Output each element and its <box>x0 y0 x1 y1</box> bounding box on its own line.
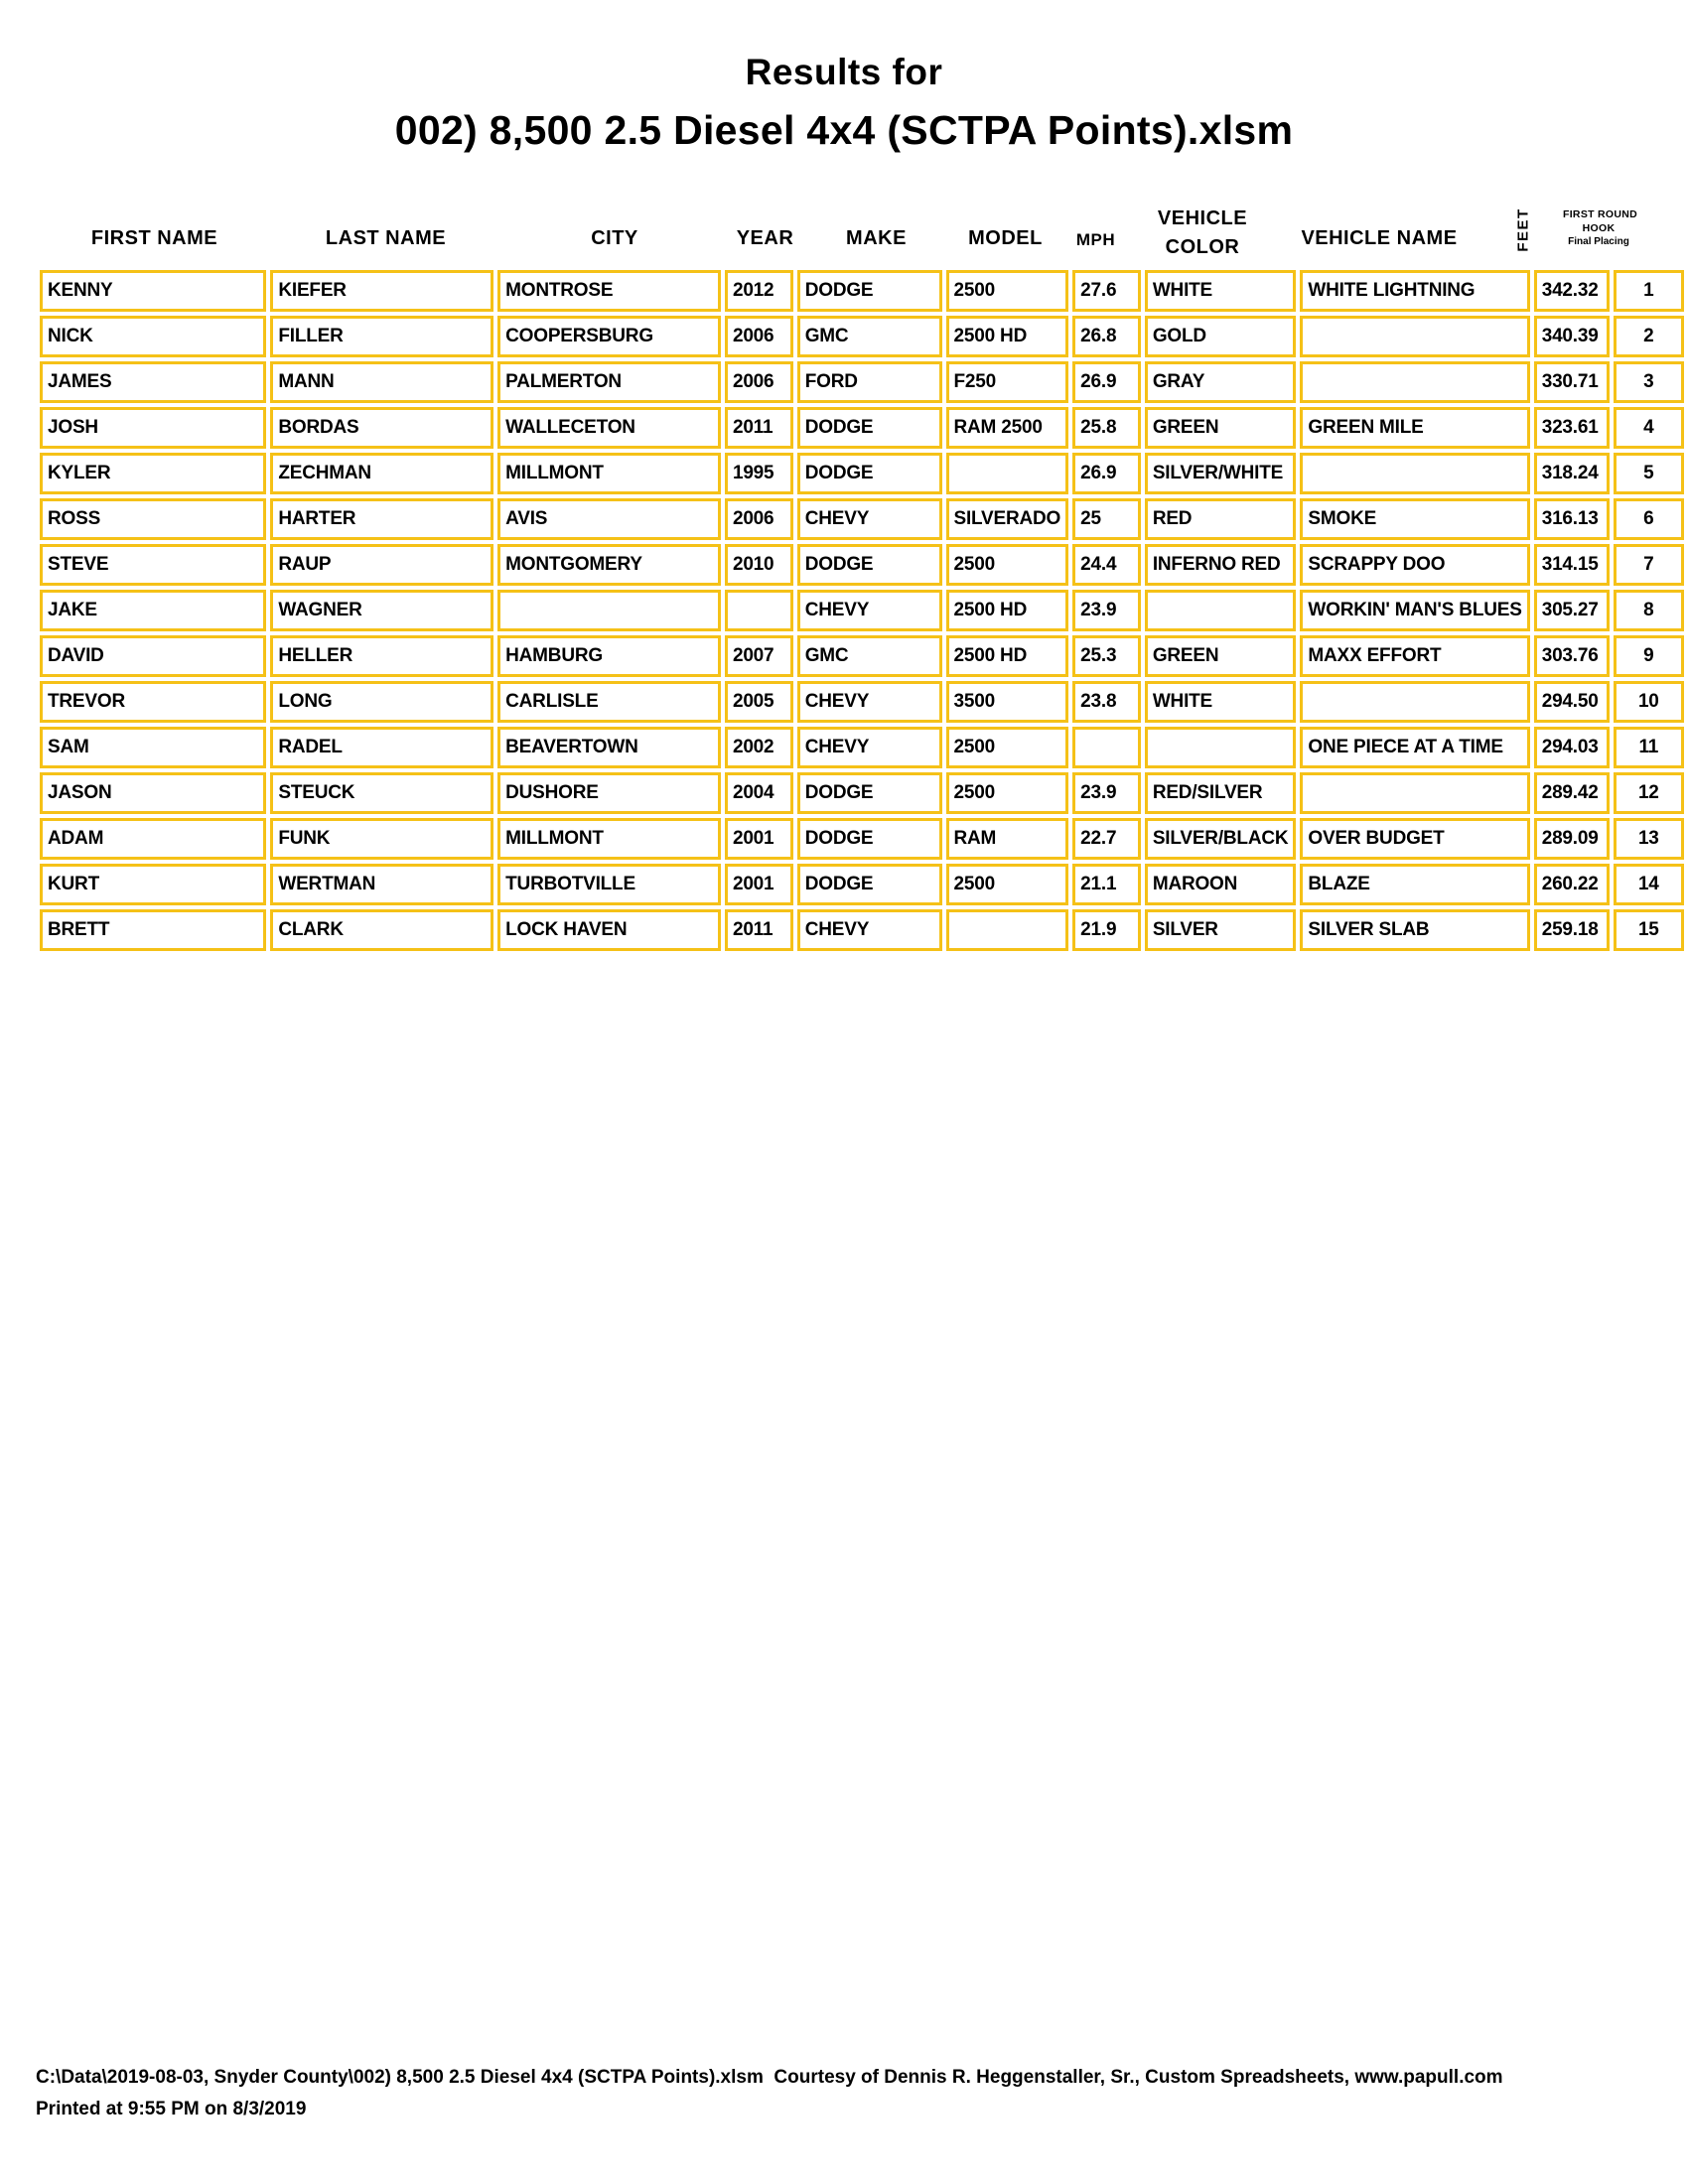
cell-vehicle-name: BLAZE <box>1300 864 1529 905</box>
cell-year: 2012 <box>725 270 793 312</box>
table-row <box>40 270 1684 312</box>
cell-vehicle-color <box>1145 590 1297 631</box>
cell-make: DODGE <box>797 772 942 814</box>
cell-mph: 21.1 <box>1072 864 1141 905</box>
cell-vehicle-color: GRAY <box>1145 361 1297 403</box>
cell-city: WALLECETON <box>497 407 721 449</box>
cell-year: 2004 <box>725 772 793 814</box>
cell-year: 1995 <box>725 453 793 494</box>
cell-year: 2010 <box>725 544 793 586</box>
cell-feet: 289.42 <box>1534 772 1610 814</box>
cell-vehicle-name <box>1300 361 1529 403</box>
cell-placing: 8 <box>1614 590 1684 631</box>
cell-last-name: HELLER <box>270 635 493 677</box>
cell-first-name: JASON <box>40 772 266 814</box>
column-header-feet <box>1487 197 1559 262</box>
cell-feet: 314.15 <box>1534 544 1610 586</box>
cell-city: MILLMONT <box>497 453 721 494</box>
cell-year: 2005 <box>725 681 793 723</box>
cell-last-name: FILLER <box>270 316 493 357</box>
cell-last-name: RADEL <box>270 727 493 768</box>
cell-year <box>725 590 793 631</box>
cell-feet: 330.71 <box>1534 361 1610 403</box>
cell-mph: 26.9 <box>1072 453 1141 494</box>
cell-mph <box>1072 727 1141 768</box>
cell-make: GMC <box>797 316 942 357</box>
cell-first-name: JOSH <box>40 407 266 449</box>
cell-model: RAM 2500 <box>946 407 1069 449</box>
cell-mph: 23.8 <box>1072 681 1141 723</box>
cell-make: GMC <box>797 635 942 677</box>
cell-last-name: ZECHMAN <box>270 453 493 494</box>
cell-vehicle-name <box>1300 316 1529 357</box>
cell-city: MILLMONT <box>497 818 721 860</box>
cell-placing: 14 <box>1614 864 1684 905</box>
cell-last-name: CLARK <box>270 909 493 951</box>
page-title-line2: 002) 8,500 2.5 Diesel 4x4 (SCTPA Points).xlsm <box>394 107 1294 153</box>
cell-mph: 25.3 <box>1072 635 1141 677</box>
cell-placing: 13 <box>1614 818 1684 860</box>
cell-mph: 23.9 <box>1072 590 1141 631</box>
cell-last-name: WERTMAN <box>270 864 493 905</box>
cell-city: MONTROSE <box>497 270 721 312</box>
column-header-vehicle-name: VEHICLE NAME <box>1301 227 1458 249</box>
cell-vehicle-name <box>1300 681 1529 723</box>
cell-placing: 1 <box>1614 270 1684 312</box>
cell-last-name: WAGNER <box>270 590 493 631</box>
table-row <box>40 361 1684 403</box>
cell-make: DODGE <box>797 453 942 494</box>
cell-last-name: STEUCK <box>270 772 493 814</box>
cell-placing: 9 <box>1614 635 1684 677</box>
table-body <box>40 270 1684 951</box>
cell-city <box>497 590 721 631</box>
cell-vehicle-name: WHITE LIGHTNING <box>1300 270 1529 312</box>
cell-vehicle-color: RED/SILVER <box>1145 772 1297 814</box>
cell-vehicle-name: MAXX EFFORT <box>1300 635 1529 677</box>
cell-vehicle-name <box>1300 772 1529 814</box>
cell-mph: 22.7 <box>1072 818 1141 860</box>
cell-vehicle-color: SILVER <box>1145 909 1297 951</box>
cell-city: TURBOTVILLE <box>497 864 721 905</box>
cell-first-name: JAMES <box>40 361 266 403</box>
table-row <box>40 772 1684 814</box>
column-header-mph: MPH <box>1075 230 1116 249</box>
cell-feet: 294.50 <box>1534 681 1610 723</box>
cell-mph: 25.8 <box>1072 407 1141 449</box>
cell-make: CHEVY <box>797 909 942 951</box>
cell-placing: 2 <box>1614 316 1684 357</box>
cell-model: SILVERADO <box>946 498 1069 540</box>
cell-mph: 23.9 <box>1072 772 1141 814</box>
cell-city: MONTGOMERY <box>497 544 721 586</box>
cell-city: HAMBURG <box>497 635 721 677</box>
cell-feet: 340.39 <box>1534 316 1610 357</box>
cell-last-name: MANN <box>270 361 493 403</box>
cell-mph: 25 <box>1072 498 1141 540</box>
cell-city: BEAVERTOWN <box>497 727 721 768</box>
cell-city: DUSHORE <box>497 772 721 814</box>
cell-model: 2500 <box>946 772 1069 814</box>
cell-year: 2006 <box>725 361 793 403</box>
cell-year: 2011 <box>725 407 793 449</box>
cell-year: 2002 <box>725 727 793 768</box>
cell-model <box>946 453 1069 494</box>
cell-make: CHEVY <box>797 681 942 723</box>
column-header-last-name: LAST NAME <box>325 227 447 249</box>
cell-vehicle-color: GREEN <box>1145 407 1297 449</box>
cell-mph: 24.4 <box>1072 544 1141 586</box>
table-row <box>40 590 1684 631</box>
cell-last-name: FUNK <box>270 818 493 860</box>
column-header-make: MAKE <box>846 227 907 249</box>
cell-vehicle-name: WORKIN' MAN'S BLUES <box>1300 590 1529 631</box>
cell-last-name: BORDAS <box>270 407 493 449</box>
cell-feet: 342.32 <box>1534 270 1610 312</box>
cell-last-name: RAUP <box>270 544 493 586</box>
table-row <box>40 498 1684 540</box>
cell-vehicle-color: GOLD <box>1145 316 1297 357</box>
cell-city: AVIS <box>497 498 721 540</box>
column-header-year: YEAR <box>736 227 794 249</box>
cell-make: DODGE <box>797 818 942 860</box>
cell-first-name: KYLER <box>40 453 266 494</box>
cell-vehicle-color: SILVER/BLACK <box>1145 818 1297 860</box>
table-row <box>40 727 1684 768</box>
cell-feet: 289.09 <box>1534 818 1610 860</box>
table-row <box>40 681 1684 723</box>
cell-make: DODGE <box>797 864 942 905</box>
column-header-placing-line2: HOOK <box>1582 222 1616 234</box>
cell-placing: 4 <box>1614 407 1684 449</box>
cell-make: CHEVY <box>797 590 942 631</box>
cell-first-name: ADAM <box>40 818 266 860</box>
cell-first-name: JAKE <box>40 590 266 631</box>
cell-model: 2500 <box>946 544 1069 586</box>
cell-city: CARLISLE <box>497 681 721 723</box>
cell-vehicle-name: SCRAPPY DOO <box>1300 544 1529 586</box>
cell-placing: 7 <box>1614 544 1684 586</box>
cell-vehicle-color: RED <box>1145 498 1297 540</box>
cell-last-name: KIEFER <box>270 270 493 312</box>
cell-vehicle-name: OVER BUDGET <box>1300 818 1529 860</box>
cell-first-name: SAM <box>40 727 266 768</box>
cell-feet: 316.13 <box>1534 498 1610 540</box>
cell-feet: 260.22 <box>1534 864 1610 905</box>
cell-feet: 294.03 <box>1534 727 1610 768</box>
cell-mph: 27.6 <box>1072 270 1141 312</box>
cell-vehicle-color: WHITE <box>1145 270 1297 312</box>
page-title-line1: Results for <box>745 52 943 92</box>
column-header-final-placing <box>1563 207 1638 249</box>
cell-year: 2006 <box>725 498 793 540</box>
cell-feet: 259.18 <box>1534 909 1610 951</box>
footer-file-path: C:\Data\2019-08-03, Snyder County\002) 8,500 2.5 Diesel 4x4 (SCTPA Points).xlsm Courtesy of Dennis R. Heggenstaller, Sr., Custom Spreadsheets, www.papull.com <box>36 2067 1503 2088</box>
cell-first-name: KURT <box>40 864 266 905</box>
cell-feet: 323.61 <box>1534 407 1610 449</box>
cell-make: CHEVY <box>797 727 942 768</box>
cell-placing: 12 <box>1614 772 1684 814</box>
cell-year: 2006 <box>725 316 793 357</box>
cell-placing: 3 <box>1614 361 1684 403</box>
column-header-first-name: FIRST NAME <box>90 227 218 249</box>
cell-make: DODGE <box>797 270 942 312</box>
cell-model: 2500 <box>946 270 1069 312</box>
cell-placing: 5 <box>1614 453 1684 494</box>
cell-last-name: HARTER <box>270 498 493 540</box>
cell-mph: 21.9 <box>1072 909 1141 951</box>
cell-model: RAM <box>946 818 1069 860</box>
cell-feet: 305.27 <box>1534 590 1610 631</box>
cell-city: PALMERTON <box>497 361 721 403</box>
cell-model: F250 <box>946 361 1069 403</box>
cell-first-name: NICK <box>40 316 266 357</box>
table-row <box>40 407 1684 449</box>
cell-model: 2500 HD <box>946 635 1069 677</box>
cell-first-name: TREVOR <box>40 681 266 723</box>
cell-vehicle-name <box>1300 453 1529 494</box>
table-row <box>40 453 1684 494</box>
cell-year: 2007 <box>725 635 793 677</box>
footer-printed-timestamp: Printed at 9:55 PM on 8/3/2019 <box>36 2099 307 2119</box>
column-header-vehicle-color-line1: VEHICLE <box>1157 207 1248 229</box>
column-header-placing-line1: FIRST ROUND <box>1563 208 1638 220</box>
table-row <box>40 818 1684 860</box>
cell-model <box>946 909 1069 951</box>
table-row <box>40 544 1684 586</box>
cell-vehicle-color: MAROON <box>1145 864 1297 905</box>
cell-first-name: DAVID <box>40 635 266 677</box>
results-table <box>36 266 1688 955</box>
cell-make: CHEVY <box>797 498 942 540</box>
cell-mph: 26.9 <box>1072 361 1141 403</box>
column-header-city: CITY <box>591 227 638 249</box>
cell-first-name: KENNY <box>40 270 266 312</box>
cell-vehicle-color <box>1145 727 1297 768</box>
cell-year: 2001 <box>725 818 793 860</box>
column-header-vehicle-color-line2: COLOR <box>1165 236 1240 258</box>
cell-placing: 11 <box>1614 727 1684 768</box>
cell-vehicle-name: GREEN MILE <box>1300 407 1529 449</box>
cell-make: DODGE <box>797 544 942 586</box>
cell-first-name: BRETT <box>40 909 266 951</box>
cell-model: 3500 <box>946 681 1069 723</box>
cell-make: DODGE <box>797 407 942 449</box>
cell-vehicle-color: INFERNO RED <box>1145 544 1297 586</box>
cell-model: 2500 <box>946 727 1069 768</box>
cell-make: FORD <box>797 361 942 403</box>
table-row <box>40 909 1684 951</box>
cell-feet: 303.76 <box>1534 635 1610 677</box>
table-row <box>40 635 1684 677</box>
cell-city: COOPERSBURG <box>497 316 721 357</box>
cell-vehicle-name: ONE PIECE AT A TIME <box>1300 727 1529 768</box>
column-header-feet-label: FEET <box>1514 206 1532 252</box>
column-header-placing-line3: Final Placing <box>1568 236 1629 247</box>
cell-placing: 10 <box>1614 681 1684 723</box>
cell-last-name: LONG <box>270 681 493 723</box>
cell-first-name: STEVE <box>40 544 266 586</box>
cell-first-name: ROSS <box>40 498 266 540</box>
cell-vehicle-color: GREEN <box>1145 635 1297 677</box>
cell-vehicle-name: SILVER SLAB <box>1300 909 1529 951</box>
column-header-vehicle-color <box>1134 205 1271 262</box>
cell-model: 2500 <box>946 864 1069 905</box>
cell-mph: 26.8 <box>1072 316 1141 357</box>
cell-vehicle-color: WHITE <box>1145 681 1297 723</box>
cell-placing: 15 <box>1614 909 1684 951</box>
table-row <box>40 316 1684 357</box>
cell-feet: 318.24 <box>1534 453 1610 494</box>
cell-placing: 6 <box>1614 498 1684 540</box>
cell-year: 2011 <box>725 909 793 951</box>
cell-model: 2500 HD <box>946 316 1069 357</box>
cell-city: LOCK HAVEN <box>497 909 721 951</box>
cell-model: 2500 HD <box>946 590 1069 631</box>
cell-vehicle-color: SILVER/WHITE <box>1145 453 1297 494</box>
table-row <box>40 864 1684 905</box>
cell-vehicle-name: SMOKE <box>1300 498 1529 540</box>
cell-year: 2001 <box>725 864 793 905</box>
column-header-model: MODEL <box>968 227 1043 249</box>
